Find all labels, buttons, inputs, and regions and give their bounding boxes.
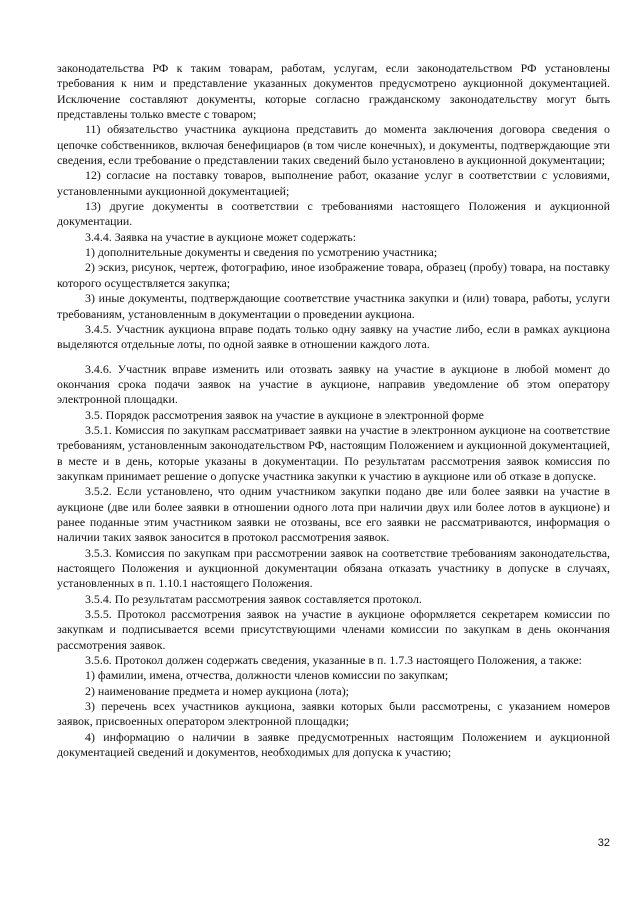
- paragraph-3-4-5: 3.4.5. Участник аукциона вправе подать только одну заявку на участие либо, если в рамках аукциона выделяются отдельные лоты, по одной заявке в отношении каждого лота.: [57, 321, 610, 352]
- paragraph-item-11: 11) обязательство участника аукциона представить до момента заключения договора сведения о цепочке собственников, включая бенефициаров (в том числе конечных), и документы, подтверждающие эти сведения, если требование о представлении таких сведений было установлено в аукционной документации;: [57, 122, 610, 168]
- paragraph-item-12: 12) согласие на поставку товаров, выполнение работ, оказание услуг в соответствии с условиями, установленными аукционной документацией;: [57, 168, 610, 198]
- paragraph-3-4-4: 3.4.4. Заявка на участие в аукционе может содержать:: [85, 229, 357, 244]
- paragraph-item-13: 13) другие документы в соответствии с требованиями настоящего Положения и аукционной документации.: [57, 199, 610, 229]
- paragraph-3-5-4: 3.5.4. По результатам рассмотрения заявок составляется протокол.: [85, 591, 422, 606]
- section-heading-3-5: 3.5. Порядок рассмотрения заявок на участие в аукционе в электронной форме: [85, 407, 484, 422]
- paragraph-3-4-6: 3.4.6. Участник вправе изменить или отозвать заявку на участие в аукционе в любой момент до окончания срока подачи заявок на участие в аукционе, направив уведомление об этом оператору электронной площадки.: [57, 361, 610, 407]
- paragraph-3-5-5: 3.5.5. Протокол рассмотрения заявок на участие в аукционе оформляется секретарем комиссии по закупкам и подписывается всеми присутствующими членами комиссии по закупкам в день окончания рассмотрения заявок.: [57, 607, 610, 652]
- paragraph-3-5-3: 3.5.3. Комиссия по закупкам при рассмотрении заявок на соответствие требованиям законодательства, настоящего Положения и аукционной документации обязана отказать участнику в допуске в случаях, установленных в п. 1.10.1 настоящего Положения.: [57, 545, 610, 591]
- paragraph-3-5-2: 3.5.2. Если установлено, что одним участником закупки подано две или более заявки на участие в аукционе (две или более заявки в отношении одного лота при наличии двух или более лотов в аукционе) и ранее поданные этим участником заявки не отозваны, все его заявки не рассматриваются, информация о наличии таких заявок заносится в протокол рассмотрения заявок.: [57, 484, 610, 545]
- paragraph-3-5-6-item-3: 3) перечень всех участников аукциона, заявки которых были рассмотрены, с указанием номеров заявок, присвоенных оператором электронной площадки;: [57, 699, 610, 729]
- document-body: [57, 61, 610, 760]
- paragraph-3-4-4-item-3: 3) иные документы, подтверждающие соответствие участника закупки и (или) товара, работы, услуги требованиям, установленным в документации о проведении аукциона.: [57, 291, 610, 321]
- paragraph-3-5-6-item-4: 4) информацию о наличии в заявке предусмотренных настоящим Положением и аукционной документацией сведений и документов, необходимых для допуска к участию;: [57, 729, 610, 760]
- paragraph-3-5-6-item-1: 1) фамилии, имена, отчества, должности членов комиссии по закупкам;: [85, 668, 449, 683]
- paragraph-3-5-6: 3.5.6. Протокол должен содержать сведения, указанные в п. 1.7.3 настоящего Положения, а также:: [85, 653, 582, 668]
- paragraph-3-4-4-item-2: 2) эскиз, рисунок, чертеж, фотографию, иное изображение товара, образец (пробу) товара, на поставку которого осуществляется закупка;: [57, 260, 610, 290]
- page-number: 32: [597, 837, 610, 849]
- paragraph-3-5-1: 3.5.1. Комиссия по закупкам рассматривает заявки на участие в электронном аукционе на соответствие требованиям, установленным законодательством РФ, настоящим Положением и аукционной документацией, в месте и в день, которые указаны в документации. По результатам рассмотрения заявок комиссия по закупкам принимает решение о допуске участника закупки к участию в аукционе или об отказе в допуске.: [57, 422, 610, 483]
- paragraph-3-4-4-item-1: 1) дополнительные документы и сведения по усмотрению участника;: [85, 245, 438, 260]
- paragraph-3-5-6-item-2: 2) наименование предмета и номер аукциона (лота);: [85, 683, 349, 698]
- paragraph-continuation: законодательства РФ к таким товарам, работам, услугам, если законодательством РФ установлены требования к ним и представление указанных документов предусмотрено аукционной документацией. Исключение составляют документы, которые согласно гражданскому законодательству могут быть представлены только вместе с товаром;: [57, 61, 610, 122]
